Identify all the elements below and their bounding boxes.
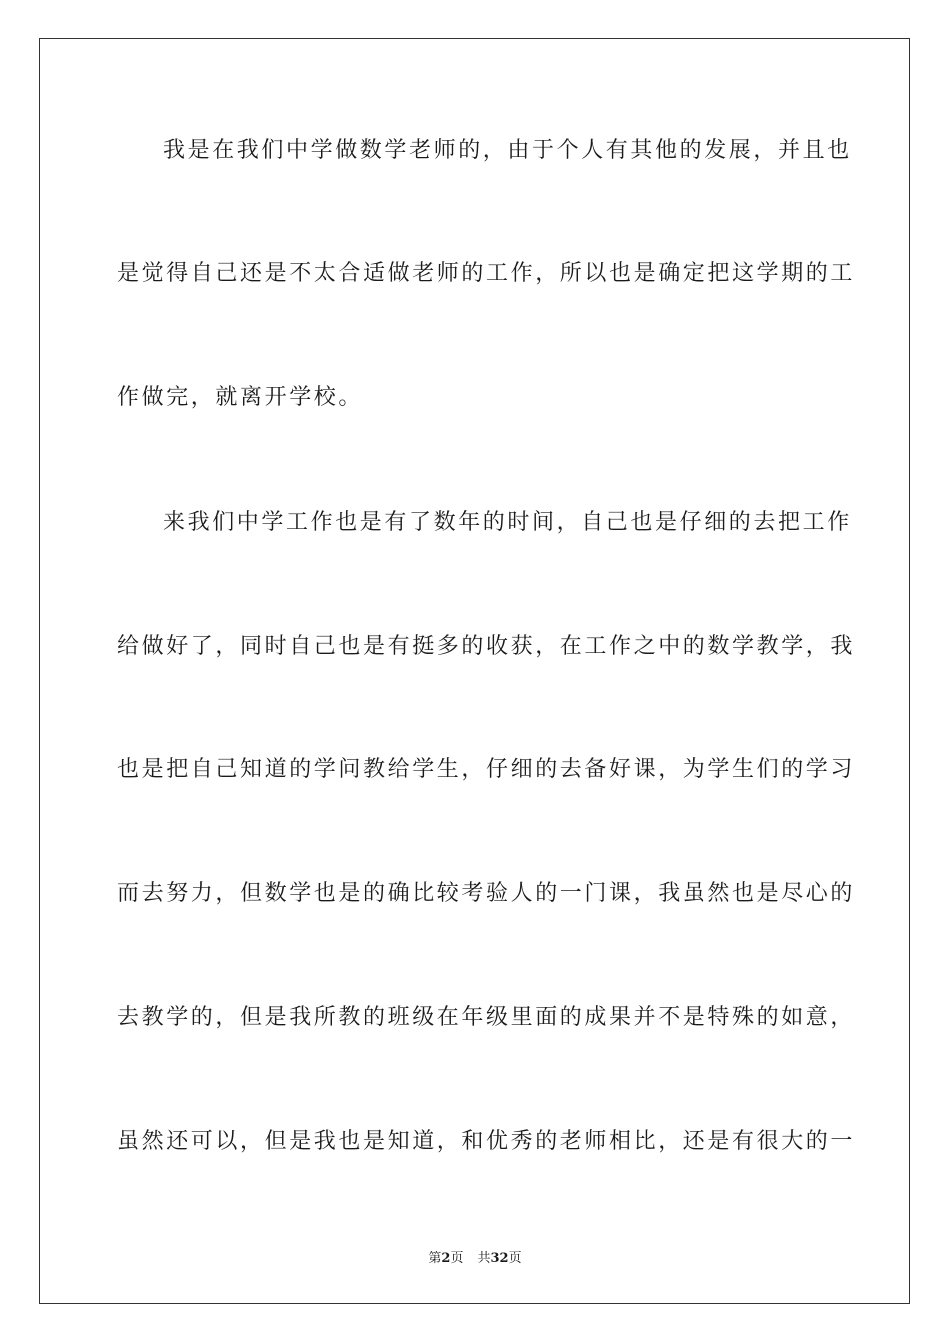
paragraph-1-line-3: 作做完，就离开学校。 (117, 385, 364, 410)
total-pages: 32 (490, 1251, 509, 1266)
paragraph-2-line-4: 而去努力，但数学也是的确比较考验人的一门课，我虽然也是尽心的 (117, 881, 856, 906)
paragraph-2-line-6: 虽然还可以，但是我也是知道，和优秀的老师相比，还是有很大的一 (117, 1129, 856, 1154)
paragraph-2-line-3: 也是把自己知道的学问教给学生，仔细的去备好课，为学生们的学习 (117, 757, 856, 782)
page-footer (0, 1247, 950, 1266)
paragraph-2-line-2: 给做好了，同时自己也是有挺多的收获，在工作之中的数学教学，我 (117, 634, 856, 659)
page-border (39, 38, 910, 1304)
total-suffix: 页 (508, 1251, 522, 1266)
paragraph-2-line-5: 去教学的，但是我所教的班级在年级里面的成果并不是特殊的如意， (117, 1005, 856, 1030)
page-number: 2 (441, 1251, 451, 1266)
total-prefix: 共 (477, 1251, 491, 1266)
paragraph-1-line-1: 我是在我们中学做数学老师的，由于个人有其他的发展，并且也 (163, 138, 852, 163)
paragraph-2-line-1: 来我们中学工作也是有了数年的时间，自己也是仔细的去把工作 (163, 510, 852, 535)
page-prefix: 第 (428, 1251, 442, 1266)
paragraph-1-line-2: 是觉得自己还是不太合适做老师的工作，所以也是确定把这学期的工 (117, 261, 856, 286)
page-suffix: 页 (450, 1251, 464, 1266)
